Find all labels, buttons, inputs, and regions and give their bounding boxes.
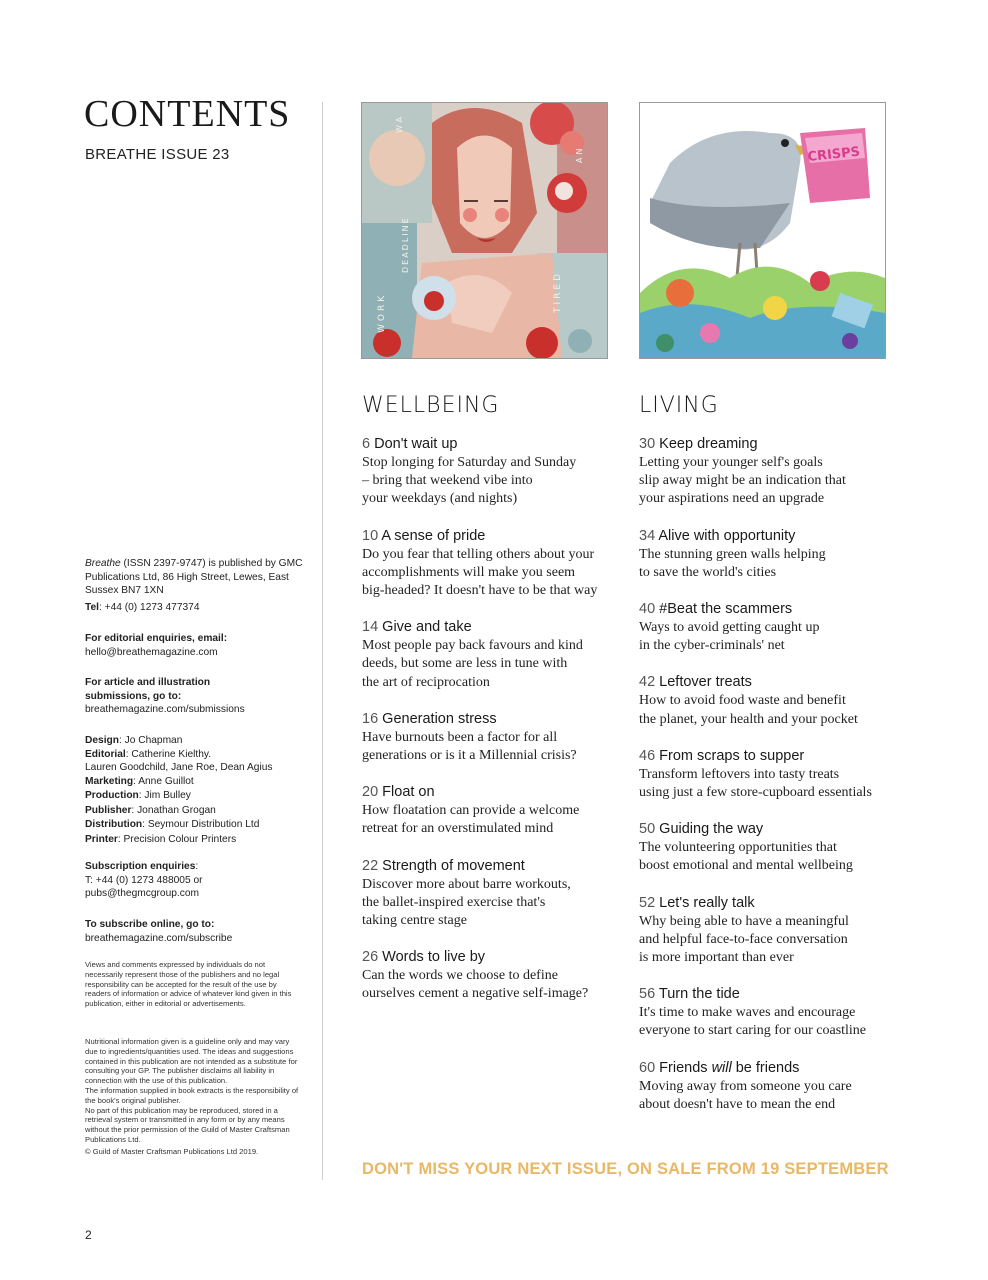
article-description: Why being able to have a meaningful and helpful face-to-face conversation is more important than ever [639,913,849,966]
article-title-start: Friends [659,1059,712,1076]
word-tired: TIRED [553,270,563,313]
page-title: CONTENTS [84,93,291,135]
page-number: 26 [362,949,379,966]
article-title: Leftover treats [659,674,752,691]
page-number: 34 [639,527,656,544]
article-title: A sense of pride [381,527,486,544]
credit-marketing: Marketing: Anne Guillot [85,775,194,787]
article-title: Don't wait up [374,436,458,452]
article-description: Have burnouts been a factor for all generations or is it a Millennial crisis? [362,729,577,764]
subscribe-online [85,918,305,945]
article-description: Most people pay back favours and kind deeds, but some are less in tune with the art of reciprocation [362,638,583,690]
subscribe-label: To subscribe online, go to: [85,919,215,930]
article-title: Turn the tide [658,986,740,1003]
article-title: Words to live by [382,949,486,966]
list-item[interactable] [639,1059,909,1114]
article-title: Generation stress [382,710,497,727]
page-number: 42 [639,674,656,691]
credit-distribution: Distribution: Seymour Distribution Ltd [85,819,260,830]
editorial-label: For editorial enquiries, email [85,633,224,644]
publisher-info [85,557,305,598]
article-title-end: be friends [731,1059,800,1076]
subscribe-url: breathemagazine.com/subscribe [85,932,233,944]
page-number: 50 [639,821,656,838]
article-description: Ways to avoid getting caught up in the cyber-criminals' net [639,620,820,654]
page-number: 46 [639,747,656,764]
editorial-email: hello@breathemagazine.com [85,646,218,658]
credit-editorial-names: Lauren Goodchild, Jane Roe, Dean Agius [85,762,273,773]
article-description: It's time to make waves and encourage everyone to start caring for our coastline [639,1005,867,1039]
page-number: 6 [362,436,371,452]
list-item[interactable] [639,985,909,1040]
credit-production: Production: Jim Bulley [85,790,191,801]
page-number: 60 [639,1059,656,1076]
list-item[interactable] [639,747,909,802]
subscription-label: Subscription enquiries [85,861,196,872]
article-description: How to avoid food waste and benefit the planet, your health and your pocket [639,693,858,727]
article-description: Discover more about barre workouts, the ballet-inspired exercise that's taking centre stage [362,876,571,929]
list-item[interactable] [362,857,620,931]
nutrition-note: Nutritional information given is a guideline only and may vary due to ingredients/quantities used. The ideas and suggestions contained in this publication are not intended as a substitute for consulting your GP. The publisher disclaims all liability in connection with the use of this publication. [85,1037,298,1086]
wellbeing-list [362,435,620,1022]
subscription-enquiries: Subscription enquiries: T: +44 (0) 1273 488005 or pubs@thegmcgroup.com [85,861,203,899]
seagull-image [640,103,885,358]
word-work: WORK [377,292,387,333]
article-description: Can the words we choose to define ourselves cement a negative self-image? [362,968,589,1002]
copyright: © Guild of Master Craftsman Publications Ltd 2019. [85,1146,259,1156]
magazine-name: Breathe [85,558,121,569]
word-fragment-left: WA [395,114,404,133]
article-title: #Beat the scammers [659,601,793,618]
article-title-emphasis: will [711,1059,732,1076]
tel-label: Tel [85,602,99,613]
subscription-email: pubs@thegmcgroup.com [85,888,199,899]
credit-publisher: Publisher: Jonathan Grogan [85,804,216,816]
article-title: Guiding the way [659,821,764,838]
list-item[interactable] [639,435,909,509]
submissions-url: breathemagazine.com/submissions [85,704,245,715]
disclaimer: Views and comments expressed by individuals do not necessarily represent those of the publishers and no legal responsibility can be accepted for the result of the use by readers of information or advice of whatever kind given in this publication, either in editorial or advertisements. [85,960,292,1009]
tel-number: : +44 (0) 1273 477374 [98,602,200,613]
editorial-enquiries: For editorial enquiries, email: hello@breathemagazine.com [85,633,228,658]
list-item[interactable] [639,527,909,582]
list-item[interactable] [639,820,909,875]
page-number-footer: 2 [85,1228,92,1242]
credit-design: Design: Jo Chapman [85,735,183,746]
woman-portrait-image [362,103,607,358]
page-number: 10 [362,527,379,544]
article-title: Let's really talk [659,894,755,911]
living-list [639,435,909,1132]
word-fragment-right: AN [575,145,584,163]
issue-label: BREATHE ISSUE 23 [85,146,230,163]
article-title: Float on [382,784,435,801]
living-illustration [639,102,886,359]
word-deadline: DEADLINE [401,216,410,273]
page-number: 52 [639,894,656,911]
credit-editorial: Editorial: Catherine Kielthy. [85,748,212,760]
telephone [85,601,305,615]
wellbeing-illustration [361,102,608,359]
page-number: 14 [362,619,379,636]
legal-notes [85,1037,300,1157]
article-description: Transform leftovers into tasty treats using just a few store-cupboard essentials [639,766,872,801]
list-item[interactable] [362,435,620,509]
article-title: Strength of movement [382,857,525,874]
reproduction-note: No part of this publication may be reproduced, stored in a retrieval system or transmitted in any form or by any means without the prior permission of the Guild of Master Craftsman Publications Ltd. [85,1105,290,1144]
subscription-phone: T: +44 (0) 1273 488005 or [85,874,203,886]
article-description: Moving away from someone you care about doesn't have to mean the end [639,1078,852,1112]
list-item[interactable] [362,948,620,1003]
credits [85,734,305,846]
next-issue-banner: DON'T MISS YOUR NEXT ISSUE, ON SALE FROM 19 SEPTEMBER [362,1160,889,1178]
list-item[interactable] [362,618,620,692]
article-description: How floatation can provide a welcome retreat for an overstimulated mind [362,803,580,837]
page-number: 56 [639,986,656,1003]
column-divider [322,102,323,1180]
article-description: Stop longing for Saturday and Sunday – bring that weekend vibe into your weekdays (and nights) [362,455,577,507]
list-item[interactable] [362,783,620,838]
page-number: 16 [362,710,379,727]
list-item[interactable] [362,527,620,601]
article-description: Do you fear that telling others about your accomplishments will make you seem big-headed? It doesn't have to be that way [362,546,598,599]
article-title: Give and take [382,619,472,636]
article-description: Letting your younger self's goals slip away might be an indication that your aspirations need an upgrade [639,455,846,507]
page-number: 30 [639,436,656,452]
submissions-label: For article and illustration submissions, go to [85,677,211,702]
list-item[interactable] [639,600,909,655]
section-heading-wellbeing: WELLBEING [362,393,500,418]
article-description: The volunteering opportunities that boost emotional and mental wellbeing [639,840,853,874]
page-number: 22 [362,857,379,874]
section-heading-living: LIVING [639,393,719,418]
credit-printer: Printer: Precision Colour Printers [85,833,237,845]
publisher-address: (ISSN 2397-9747) is published by GMC Publications Ltd, 86 High Street, Lewes, East Sussex BN7 1XN [85,558,303,596]
article-description: The stunning green walls helping to save the world's cities [639,546,826,580]
page-number: 40 [639,601,656,618]
article-title: Keep dreaming [659,436,758,452]
crisp-packet-text: CRISPS [806,144,861,165]
submissions-info: For article and illustration submissions, go to: [85,677,211,702]
list-item[interactable] [639,673,909,728]
article-title: From scraps to supper [659,747,805,764]
list-item[interactable] [362,710,620,765]
extracts-note: The information supplied in book extracts is the responsibility of the book's original publisher. [85,1085,299,1105]
article-title: Alive with opportunity [658,527,796,544]
list-item[interactable] [639,894,909,968]
page-number: 20 [362,784,379,801]
